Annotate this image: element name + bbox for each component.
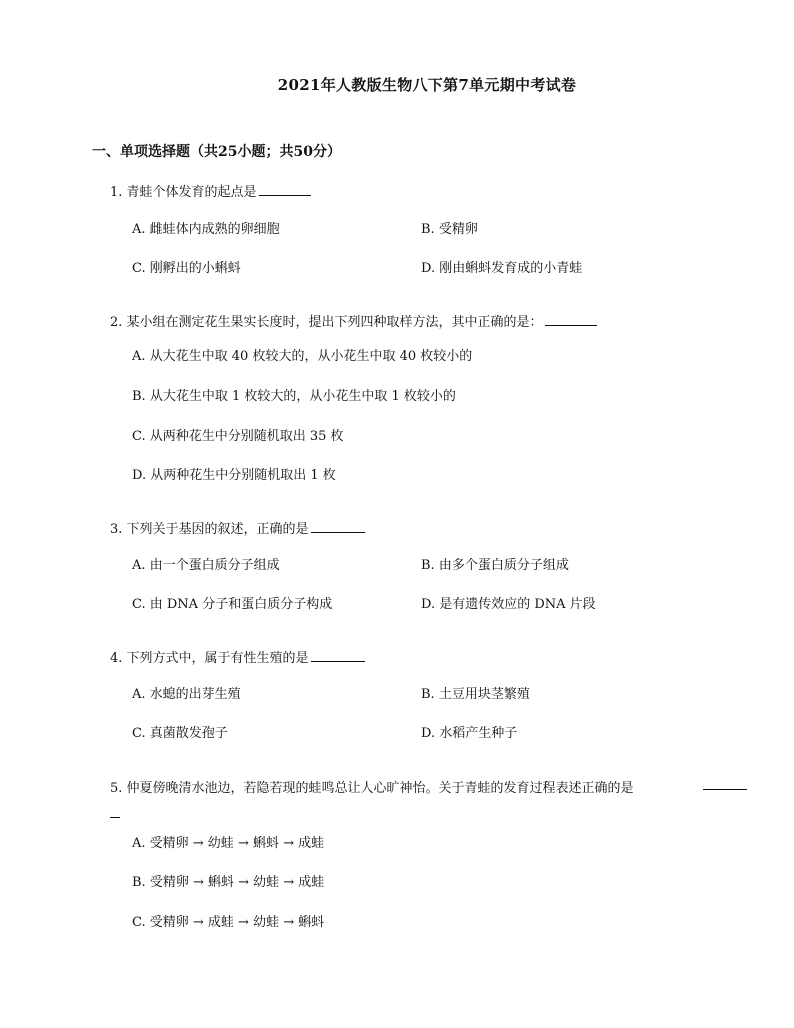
answer-blank[interactable] [259,183,311,196]
question-3-option-a[interactable]: A. 由一个蛋白质分子组成 [132,558,280,573]
answer-blank[interactable] [545,313,597,326]
question-1-option-a[interactable]: A. 雌蛙体内成熟的卵细胞 [132,222,280,237]
question-3-option-b[interactable]: B. 由多个蛋白质分子组成 [421,558,569,573]
question-5-option-b[interactable]: B. 受精卵 → 蝌蚪 → 幼蛙 → 成蛙 [132,875,325,890]
question-2-option-a[interactable]: A. 从大花生中取 40 枚较大的，从小花生中取 40 枚较小的 [132,349,473,364]
answer-blank[interactable] [311,649,365,662]
question-1-option-c[interactable]: C. 刚孵出的小蝌蚪 [132,261,241,276]
question-2-option-d[interactable]: D. 从两种花生中分别随机取出 1 枚 [132,468,336,483]
question-3-stem: 3. 下列关于基因的叙述，正确的是 [110,518,365,537]
question-4-option-a[interactable]: A. 水螅的出芽生殖 [132,687,241,702]
answer-blank[interactable] [703,789,747,790]
question-4-option-d[interactable]: D. 水稻产生种子 [421,726,518,741]
question-1-option-d[interactable]: D. 刚由蝌蚪发育成的小青蛙 [421,261,583,276]
page-title: 2021年人教版生物八下第7单元期中考试卷 [277,76,577,94]
question-4-option-b[interactable]: B. 土豆用块茎繁殖 [421,687,530,702]
section-heading: 一、单项选择题（共25小题；共50分） [92,144,341,160]
question-5-option-a[interactable]: A. 受精卵 → 幼蛙 → 蝌蚪 → 成蛙 [132,836,325,851]
answer-blank[interactable] [311,520,365,533]
question-4-option-c[interactable]: C. 真菌散发孢子 [132,726,228,741]
question-2-option-b[interactable]: B. 从大花生中取 1 枚较大的，从小花生中取 1 枚较小的 [132,389,456,404]
question-2-stem: 2. 某小组在测定花生果实长度时，提出下列四种取样方法，其中正确的是： [110,311,597,330]
question-5-option-c[interactable]: C. 受精卵 → 成蛙 → 幼蛙 → 蝌蚪 [132,915,325,930]
question-3-option-d[interactable]: D. 是有遗传效应的 DNA 片段 [421,597,596,612]
question-2-option-c[interactable]: C. 从两种花生中分别随机取出 35 枚 [132,429,344,444]
question-1-option-b[interactable]: B. 受精卵 [421,222,478,237]
answer-blank-continued [110,817,120,818]
question-4-stem: 4. 下列方式中，属于有性生殖的是 [110,647,365,666]
question-5-stem: 5. 仲夏傍晚清水池边，若隐若现的蛙鸣总让人心旷神怡。关于青蛙的发育过程表述正确的是 [110,781,634,796]
question-3-option-c[interactable]: C. 由 DNA 分子和蛋白质分子构成 [132,597,333,612]
question-1-stem: 1. 青蛙个体发育的起点是 [110,181,311,200]
